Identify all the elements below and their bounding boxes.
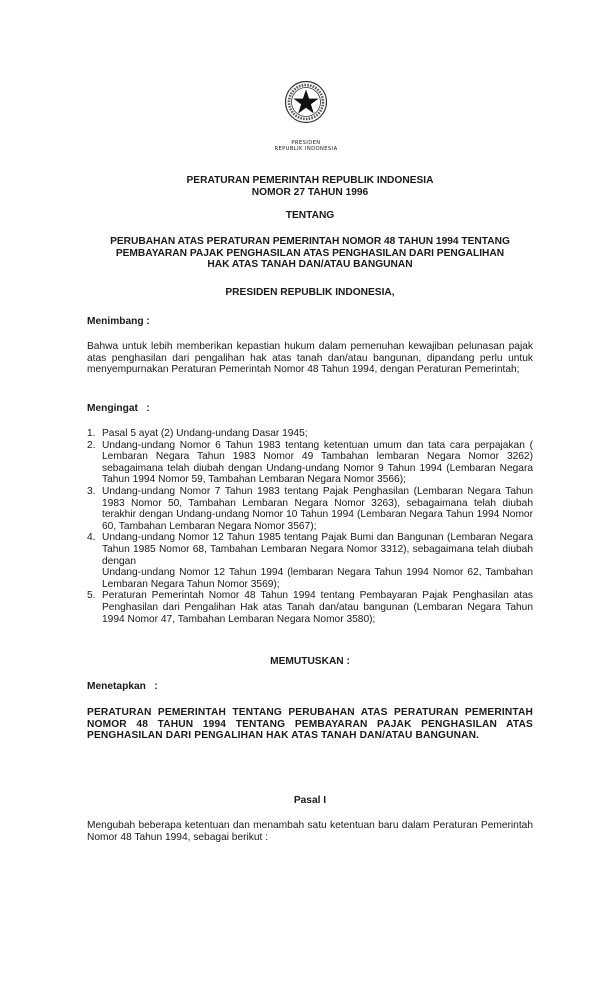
list-item-text: Pasal 5 ayat (2) Undang-undang Dasar 1945; [102,428,308,439]
list-item-text: Undang-undang Nomor 7 Tahun 1983 tentang Pajak Penghasilan (Lembaran Negara Tahun 1983 Nomor 50, Tambahan Lembaran Negara Nomor 3263), sebagaimana telah diubah terakhir dengan Undang-undang Nomor 10 Tahun 1994 (Lembaran Negara Tahun 1994 Nomor 60, Tambahan Lembaran Negara Nomor 3567); [102,485,533,532]
menetapkan-text: PERATURAN PEMERINTAH TENTANG PERUBAHAN ATAS PERATURAN PEMERINTAH NOMOR 48 TAHUN 1994 TENTANG PEMBAYARAN PAJAK PENGHASILAN ATAS PENGHASILAN DARI PENGALIHAN HAK ATAS TANAH DAN/ATAU BANGUNAN. [87,707,533,742]
list-item-text: Undang-undang Nomor 12 Tahun 1985 tentang Pajak Bumi dan Bangunan (Lembaran Negara Tahun 1985 Nomor 68, Tambahan Lembaran Negara Nomor 3312), sebagaimana telah diubah dengan [102,532,533,567]
seal-caption [256,140,356,152]
list-item [87,440,533,486]
list-item [87,428,533,440]
menetapkan-label: Menetapkan : [87,681,158,692]
presidential-seal [256,80,356,152]
list-item [87,486,533,532]
document-title [87,175,533,198]
seal-caption-line1: PRESIDEN [291,140,321,146]
menimbang-label: Menimbang : [87,316,150,327]
title-line1: PERATURAN PEMERINTAH REPUBLIK INDONESIA [186,175,434,186]
title-line2: NOMOR 27 TAHUN 1996 [251,186,369,198]
document-subject [87,236,533,271]
subject-line1: PERUBAHAN ATAS PERATURAN PEMERINTAH NOMOR 48 TAHUN 1994 TENTANG [110,236,510,247]
list-item-number: 1. [87,428,96,439]
subject-line2: PEMBAYARAN PAJAK PENGHASILAN ATAS PENGHASILAN DARI PENGALIHAN [115,247,505,259]
pasal-1-text: Mengubah beberapa ketentuan dan menambah satu ketentuan baru dalam Peraturan Pemerintah Nomor 48 Tahun 1994, sebagai berikut : [87,820,533,843]
pasal-1-heading: Pasal I [293,795,327,806]
list-item-number: 3. [87,485,96,497]
tentang-heading: TENTANG [285,210,335,221]
seal-caption-line2: REPUBLIK INDONESIA [274,146,338,152]
list-item-number: 2. [87,439,96,451]
mengingat-list [87,428,533,625]
list-item [87,532,533,590]
garuda-star-seal-icon [284,80,328,124]
menimbang-text: Bahwa untuk lebih memberikan kepastian hukum dalam pemenuhan kewajiban pelunasan pajak atas penghasilan dari pengalihan hak atas tanah dan/atau bangunan, dipandang perlu untuk menyempurnakan Peraturan Pemerintah Nomor 48 Tahun 1994, dengan Peraturan Pemerintah; [87,341,533,376]
list-item [87,590,533,625]
list-item-number: 5. [87,590,96,602]
subject-line3: HAK ATAS TANAH DAN/ATAU BANGUNAN [207,259,413,271]
memutuskan-heading: MEMUTUSKAN : [270,656,350,667]
list-item-text: Peraturan Pemerintah Nomor 48 Tahun 1994 tentang Pembayaran Pajak Penghasilan atas Penghasilan dari Pengalihan Hak atas Tanah dan/atau bangunan (Lembaran Negara Tahun 1994 Nomor 47, Tambahan Lembaran Negara Nomor 3580); [102,590,533,625]
list-item-text: Undang-undang Nomor 6 Tahun 1983 tentang ketentuan umum dan tata cara perpajakan ( Lembaran Negara Tahun 1983 Nomor 49 Tambahan lembaran Negara Nomor 3262) sebagaimana telah diubah dengan Undang-undang Nomor 9 Tahun 1994 (Lembaran Negara Tahun 1994 Nomor 59, Tambahan Lembaran Negara Nomor 3566); [102,439,533,486]
list-item-text-continued: Undang-undang Nomor 12 Tahun 1994 (lembaran Negara Tahun 1994 Nomor 62, Tambahan Lembaran Negara Tahun Nomor 3569); [102,567,533,590]
issuer-heading: PRESIDEN REPUBLIK INDONESIA, [225,287,395,298]
mengingat-label: Mengingat : [87,403,150,414]
list-item-number: 4. [87,532,96,544]
